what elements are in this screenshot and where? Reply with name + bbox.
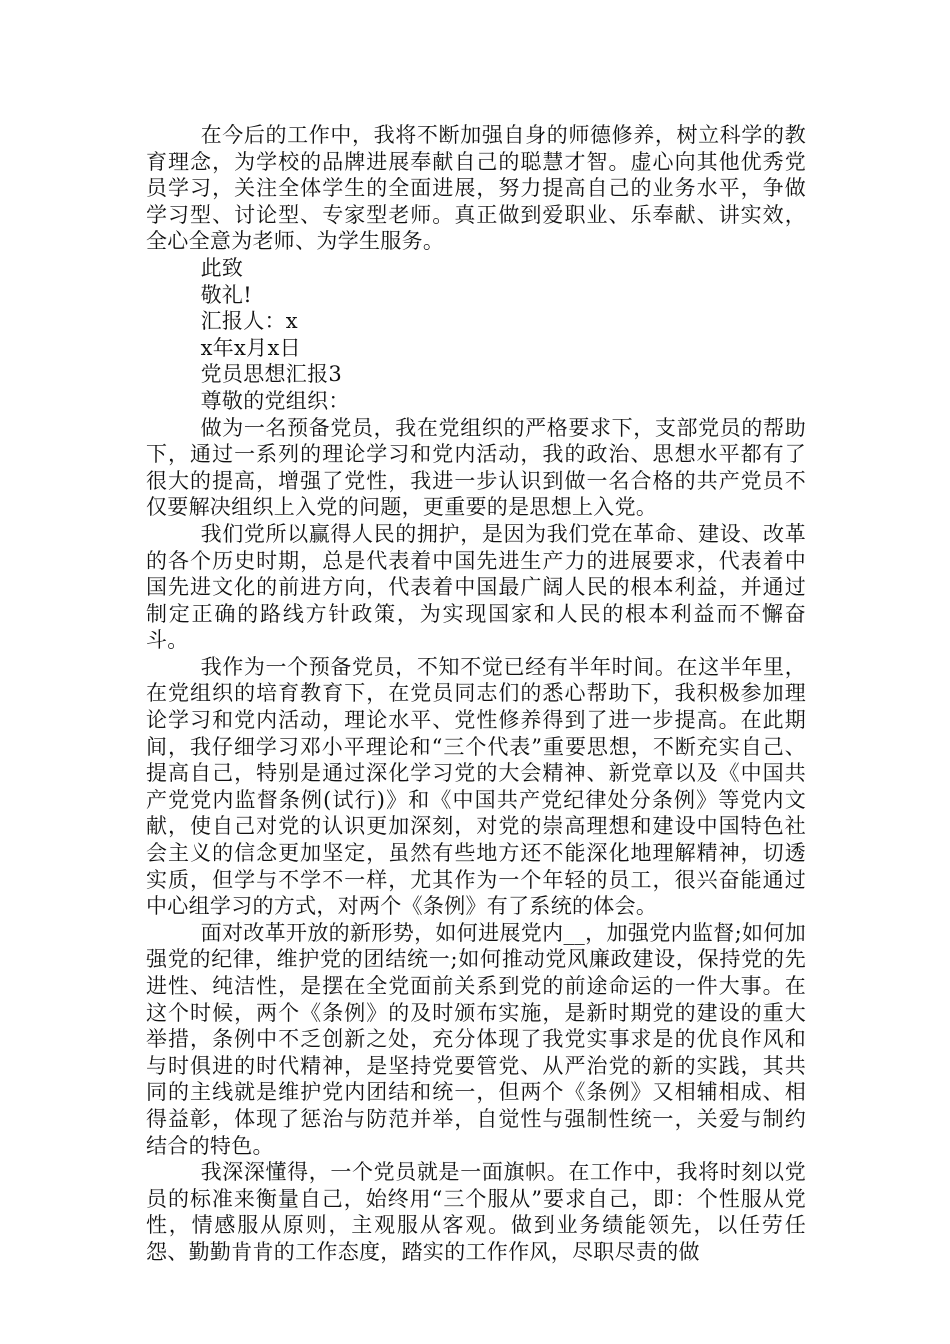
salutation-jingli: 敬礼! <box>200 282 252 307</box>
paragraph-closing-commitment: 在今后的工作中，我将不断加强自身的师德修养，树立科学的教育理念，为学校的品牌进展奉献自己的聪慧才智。虚心向其他优秀党员学习，关注全体学生的全面进展，努力提高自己的业务水平，争做学习型、讨论型、专家型老师。真正做到爱职业、乐奉献、讲实效，全心全意为老师、为学生服务。 <box>146 123 806 254</box>
paragraph-intro: 做为一名预备党员，我在党组织的严格要求下，支部党员的帮助下，通过一系列的理论学习和党内活动，我的政治、思想水平都有了很大的提高，增强了党性，我进一步认识到做一名合格的共产党员不仅要解决组织上入党的问题，更重要的是思想上入党。 <box>146 415 806 520</box>
paragraph-banner: 我深深懂得，一个党员就是一面旗帜。在工作中，我将时刻以党员的标准来衡量自己，始终用“三个服从”要求自己，即：个性服从党性，情感服从原则，主观服从客观。做到业务绩能领先，以任劳任怨、勤勤肯肯的工作态度，踏实的工作作风，尽职尽责的做 <box>146 1160 806 1264</box>
report-date: x年x月x日 <box>200 335 301 360</box>
section-title: 党员思想汇报3 <box>200 362 343 387</box>
addressee: 尊敬的党组织： <box>200 388 350 413</box>
paragraph-study: 我作为一个预备党员，不知不觉已经有半年时间。在这半年里，在党组织的培育教育下，在党员同志们的悉心帮助下，我积极参加理论学习和党内活动，理论水平、党性修养得到了进一步提高。在此期间，我仔细学习邓小平理论和“三个代表”重要思想，不断充实自己、提高自己，特别是通过深化学习党的大会精神、新党章以及《中国共产党党内监督条例(试行)》和《中国共产党纪律处分条例》等党内文献，使自己对党的认识更加深刻，对党的崇高理想和建设中国特色社会主义的信念更加坚定，虽然有些地方还不能深化地理解精神，切透实质，但学与不学不一样，尤其作为一个年轻的员工，很兴奋能通过中心组学习的方式，对两个《条例》有了系统的体会。 <box>146 654 806 919</box>
document-body <box>146 122 806 1266</box>
reporter-name: 汇报人：x <box>200 309 298 334</box>
paragraph-regulations: 面对改革开放的新形势，如何进展党内__，加强党内监督;如何加强党的纪律，维护党的团结统一;如何推动党风廉政建设，保持党的先进性、纯洁性，是摆在全党面前关系到党的前途命运的一件大事。在这个时候，两个《条例》的及时颁布实施，是新时期党的建设的重大举措，条例中不乏创新之处，充分体现了我党实事求是的优良作风和与时俱进的时代精神，是坚持党要管党、从严治党的新的实践，其共同的主线就是维护党内团结和统一，但两个《条例》又相辅相成、相得益彰，体现了惩治与防范并举，自觉性与强制性统一，关爱与制约结合的特色。 <box>146 920 806 1158</box>
salutation-cizhi: 此致 <box>200 255 244 280</box>
paragraph-party-support: 我们党所以赢得人民的拥护，是因为我们党在革命、建设、改革的各个历史时期，总是代表着中国先进生产力的进展要求，代表着中国先进文化的前进方向，代表着中国最广阔人民的根本利益，并通过制定正确的路线方针政策，为实现国家和人民的根本利益而不懈奋斗。 <box>146 521 806 653</box>
